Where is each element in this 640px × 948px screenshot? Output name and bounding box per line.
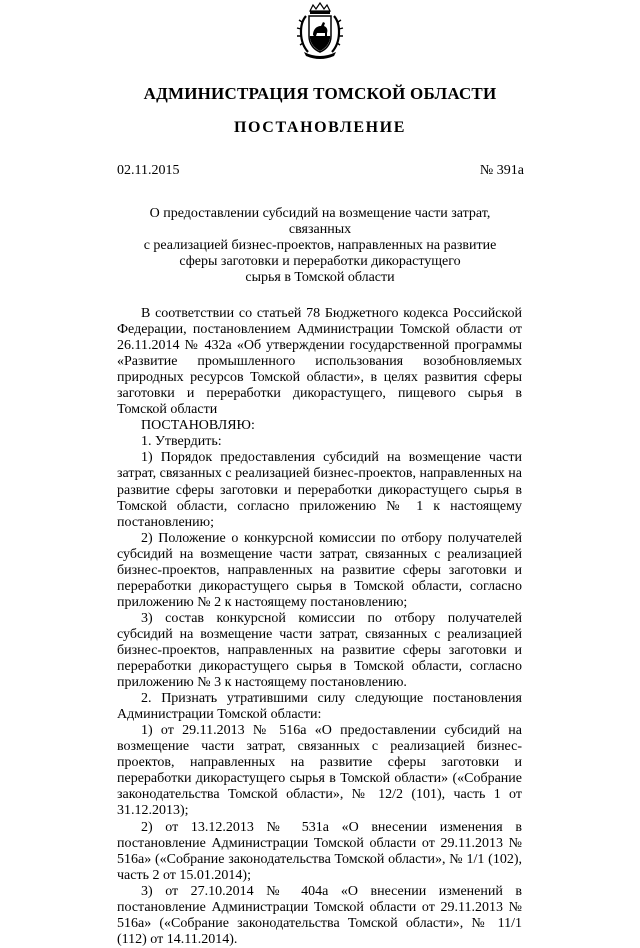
clause-2-item-3: 3) от 27.10.2014 № 404а «О внесении изменений в постановление Администрации Томской области от 29.11.2013 № 516а» («Собрание законодательства Томской области», № 11/1 (112) от 14.11.2014). — [117, 883, 522, 947]
subject-line: сферы заготовки и переработки дикорастущего — [179, 254, 461, 269]
subject-line: О предоставлении субсидий на возмещение части затрат, связанных — [149, 206, 491, 237]
clause-2-item-2: 2) от 13.12.2013 № 531а «О внесении изменения в постановление Администрации Томской области от 29.11.2013 № 516а» («Собрание законодательства Томской области», № 1/1 (102), часть 2 от 15.01.2014); — [117, 819, 522, 883]
preamble-paragraph: В соответствии со статьей 78 Бюджетного кодекса Российской Федерации, постановлением Администрации Томской области от 26.11.2014 № 432а «Об утверждении государственной программы «Развитие промышленного использования возобновляемых природных ресурсов Томской области», в целях развития сферы заготовки и переработки дикорастущего, пищевого сырья в Томской области — [117, 306, 522, 418]
clause-1-item-1: 1) Порядок предоставления субсидий на возмещение части затрат, связанных с реализацией бизнес-проектов, направленных на развитие сферы заготовки и переработки дикорастущего сырья в Томской области, согласно приложению № 1 к настоящему постановлению; — [117, 450, 522, 530]
document-subject — [117, 206, 523, 286]
clause-2-item-1: 1) от 29.11.2013 № 516а «О предоставлении субсидий на возмещение части затрат, связанных с реализацией бизнес-проектов, направленных на развитие сферы заготовки и переработки дикорастущего сырья в Томской области» («Собрание законодательства Томской области», № 12/2 (101), часть 1 от 31.12.2013); — [117, 723, 522, 819]
organization-title: АДМИНИСТРАЦИЯ ТОМСКОЙ ОБЛАСТИ — [143, 84, 497, 103]
tomsk-oblast-coat-of-arms-icon — [296, 2, 344, 60]
subject-line: сырья в Томской области — [245, 270, 395, 285]
document-type: ПОСТАНОВЛЕНИЕ — [234, 119, 406, 136]
clause-2-heading: 2. Признать утратившими силу следующие постановления Администрации Томской области: — [117, 691, 522, 723]
document-date: 02.11.2015 — [117, 163, 180, 178]
document-body — [117, 306, 522, 948]
clause-1-heading: 1. Утвердить: — [141, 434, 222, 450]
clause-1-item-2: 2) Положение о конкурсной комиссии по отбору получателей субсидий на возмещение части затрат, связанных с реализацией бизнес-проектов, направленных на развитие сферы заготовки и переработки дикорастущего сырья в Томской области, согласно приложению № 2 к настоящему постановлению; — [117, 530, 522, 610]
document-number: № 391а — [479, 163, 524, 178]
clause-1-item-3: 3) состав конкурсной комиссии по отбору получателей субсидий на возмещение части затрат, связанных с реализацией бизнес-проектов, направленных на развитие сферы заготовки и переработки дикорастущего сырья в Томской области, согласно приложению № 3 к настоящему постановлению. — [117, 610, 522, 691]
resolution-keyword: ПОСТАНОВЛЯЮ: — [141, 418, 255, 434]
subject-line: с реализацией бизнес-проектов, направленных на развитие — [143, 238, 497, 253]
